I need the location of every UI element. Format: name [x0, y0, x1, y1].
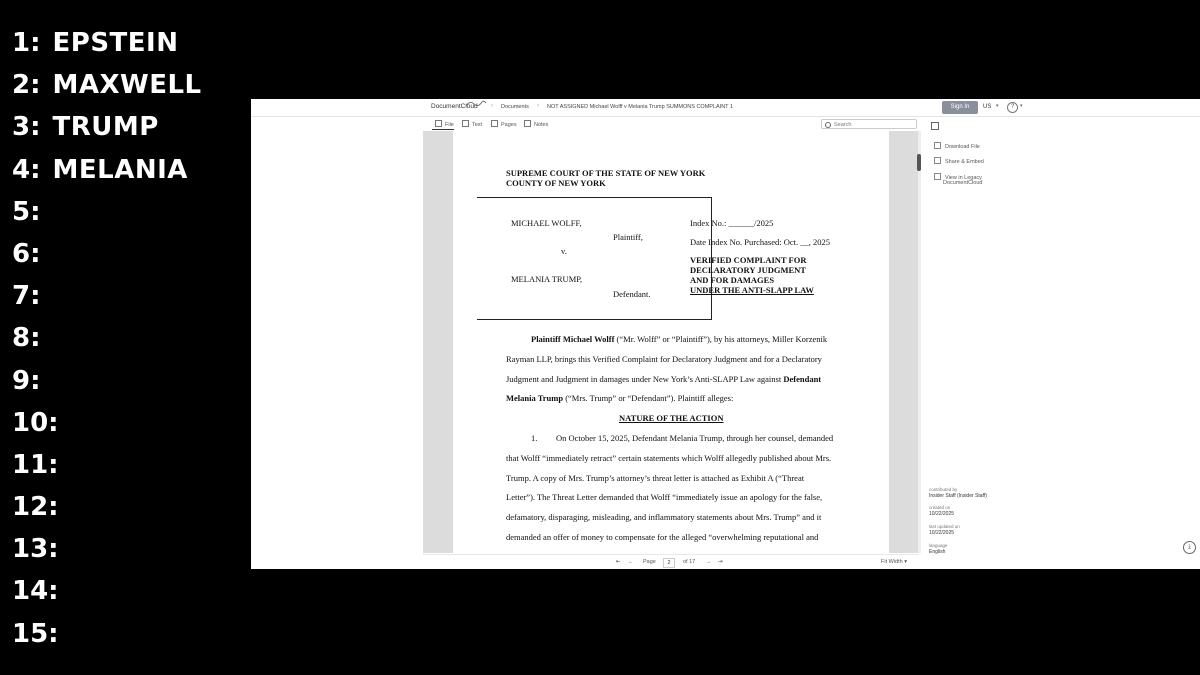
tab-text[interactable]	[462, 120, 482, 128]
file-icon	[435, 120, 442, 127]
list-number: 2:	[12, 70, 41, 101]
list-item	[12, 406, 202, 448]
complaint-heading-line1: VERIFIED COMPLAINT FOR	[690, 255, 807, 265]
documentcloud-logo[interactable]	[431, 103, 478, 110]
complaint-heading-line4: UNDER THE ANTI-SLAPP LAW	[690, 285, 814, 295]
list-number: 9:	[12, 365, 41, 396]
plaintiff-name: MICHAEL WOLFF,	[511, 218, 582, 228]
index-number: Index No.: ______/2025	[690, 218, 774, 228]
first-page-icon[interactable]: ⇤	[616, 559, 621, 565]
cloud-wave-icon	[465, 100, 487, 108]
search-input[interactable]	[821, 119, 917, 129]
text-icon	[462, 120, 469, 127]
chevron-down-icon[interactable]: ▾	[1020, 103, 1023, 109]
list-number: 13:	[12, 534, 59, 565]
para1-line4: Letter”). The Threat Letter demanded that Wolff “immediately issue an apology for the false,	[506, 492, 823, 502]
defendant-bold: Defendant	[783, 374, 822, 384]
zoom-value: Fit Width	[881, 559, 903, 565]
plaintiff-role: Plaintiff,	[613, 232, 643, 242]
top-bar	[251, 99, 1200, 117]
para1-line2: that Wolff “immediately retract” certain statements which Wolff allegedly published about Mrs.	[506, 453, 832, 463]
search-placeholder: Search	[834, 122, 852, 128]
name-list	[12, 26, 202, 659]
list-number: 15:	[12, 618, 59, 649]
download-file-button[interactable]	[934, 142, 980, 150]
notes-icon	[524, 120, 531, 127]
panel-toggle-icon[interactable]	[931, 122, 939, 130]
list-item	[12, 617, 202, 659]
list-item	[12, 68, 202, 110]
list-item	[12, 279, 202, 321]
complaint-heading-line2: DECLARATORY JUDGMENT	[690, 265, 806, 275]
search-icon	[825, 122, 831, 128]
section-heading: NATURE OF THE ACTION	[619, 413, 724, 423]
breadcrumb-separator-icon: ›	[491, 103, 493, 109]
list-number: 6:	[12, 238, 41, 269]
download-icon	[934, 142, 941, 149]
complaint-heading-line3: AND FOR DAMAGES	[690, 275, 775, 285]
court-name: SUPREME COURT OF THE STATE OF NEW YORK	[506, 168, 706, 178]
list-number: 3:	[12, 112, 41, 143]
zoom-select[interactable]	[881, 559, 907, 565]
intro-line1	[531, 334, 827, 344]
intro-line4	[506, 393, 733, 403]
list-name: MAXWELL	[52, 70, 202, 101]
list-number: 7:	[12, 281, 41, 312]
document-viewer[interactable]	[423, 131, 918, 553]
intro-line3-start: Judgment and Judgment in damages under New York’s Anti-SLAPP Law against	[506, 374, 784, 384]
updated-value: 10/22/2025	[929, 530, 955, 536]
para1-line3: Trump. A copy of Mrs. Trump’s attorney’s threat letter is attached as Exhibit A (“Threat	[506, 473, 805, 483]
list-item	[12, 532, 202, 574]
tab-pages[interactable]	[491, 120, 517, 128]
date-index-purchased: Date Index No. Purchased: Oct. __, 2025	[690, 237, 830, 247]
language-selector[interactable]: US	[983, 104, 992, 110]
created-value: 10/22/2025	[929, 511, 955, 517]
contributed-label: contributed by	[929, 487, 958, 492]
share-embed-button[interactable]	[934, 157, 984, 165]
prev-page-icon[interactable]: ←	[628, 559, 634, 565]
language-value: English	[929, 549, 946, 555]
list-number: 5:	[12, 196, 41, 227]
share-label: Share & Embed	[945, 159, 984, 165]
list-item	[12, 153, 202, 195]
last-page-icon[interactable]: ⇥	[718, 559, 723, 565]
list-name: EPSTEIN	[52, 28, 179, 58]
list-name: TRUMP	[52, 112, 159, 143]
list-item	[12, 574, 202, 616]
list-number: 12:	[12, 492, 59, 523]
list-name: MELANIA	[52, 154, 188, 185]
legacy-label-1: View in Legacy	[945, 175, 982, 181]
paragraph-number: 1.	[531, 433, 538, 443]
documentcloud-window	[251, 99, 1200, 569]
contributed-value: Insider Staff (Insider Staff)	[929, 493, 987, 499]
para1-line1: On October 15, 2025, Defendant Melania Trump, through her counsel, demanded	[556, 433, 834, 443]
plaintiff-bold: Plaintiff Michael Wolff	[531, 334, 615, 344]
list-item	[12, 110, 202, 152]
chevron-down-icon: ▾	[904, 559, 907, 565]
melania-bold: Melania Trump	[506, 393, 564, 403]
intro-line1-rest: (“Mr. Wolff” or “Plaintiff”), by his attorneys, Miller Korzenik	[614, 334, 828, 344]
page-total: of 17	[683, 559, 696, 565]
view-legacy-label-2[interactable]: DocumentCloud	[943, 180, 983, 186]
document-sidebar	[922, 117, 1200, 569]
chevron-down-icon[interactable]: ▾	[996, 103, 999, 109]
versus: v.	[561, 246, 567, 256]
logo-text: DocumentCloud	[431, 103, 478, 110]
tab-file-label: File	[445, 122, 454, 128]
list-number: 4:	[12, 154, 41, 185]
list-number: 11:	[12, 449, 59, 480]
para1-line5: defamatory, disparaging, misleading, and inflammatory statements about Mrs. Trump” and it	[506, 512, 822, 522]
language-label: language	[929, 543, 948, 548]
next-page-icon[interactable]: →	[706, 559, 712, 565]
list-item	[12, 490, 202, 532]
list-number: 1:	[12, 28, 41, 58]
breadcrumb-documents[interactable]: Documents	[501, 104, 529, 110]
defendant-role: Defendant.	[613, 289, 651, 299]
scrollbar-track[interactable]	[918, 131, 921, 553]
legacy-icon	[934, 173, 941, 180]
pdf-icon[interactable]: ⤓	[1183, 541, 1196, 554]
download-label: Download File	[945, 144, 980, 150]
tab-pages-label: Pages	[501, 122, 517, 128]
list-item	[12, 195, 202, 237]
defendant-name: MELANIA TRUMP,	[511, 274, 583, 284]
active-tab-indicator	[432, 129, 454, 130]
list-number: 14:	[12, 576, 59, 607]
page-number-input[interactable]: 2	[663, 558, 675, 568]
case-caption-box	[477, 197, 712, 320]
pages-icon	[491, 120, 498, 127]
page-navigation	[423, 554, 918, 569]
created-label: created on	[929, 505, 951, 510]
para1-line6: demanded an offer of money to compensate for the alleged “overwhelming reputational and	[506, 532, 819, 542]
tab-notes-label: Notes	[534, 122, 549, 128]
intro-line3	[506, 374, 821, 384]
updated-label: last updated on	[929, 524, 960, 529]
tab-file[interactable]	[435, 120, 454, 128]
list-item	[12, 237, 202, 279]
document-page	[453, 131, 889, 553]
share-icon	[934, 157, 941, 164]
intro-line2: Rayman LLP, brings this Verified Complaint for Declaratory Judgment and for a Declaratory	[506, 354, 822, 364]
scrollbar-thumb[interactable]	[917, 154, 921, 171]
tab-notes[interactable]	[524, 120, 548, 128]
county-name: COUNTY OF NEW YORK	[506, 178, 606, 188]
list-item	[12, 321, 202, 363]
list-item	[12, 26, 202, 68]
list-number: 10:	[12, 407, 59, 438]
tab-text-label: Text	[472, 122, 483, 128]
page-label: Page	[643, 559, 656, 565]
list-number: 8:	[12, 323, 41, 354]
breadcrumb-separator-icon: ›	[537, 103, 539, 109]
list-item	[12, 448, 202, 490]
sign-in-button[interactable]: Sign In	[942, 101, 978, 114]
help-icon[interactable]: ?	[1007, 102, 1018, 113]
list-item	[12, 364, 202, 406]
intro-line4-rest: (“Mrs. Trump” or “Defendant”). Plaintiff alleges:	[563, 393, 734, 403]
breadcrumb-document-title: NOT ASSIGNED Michael Wolff v Melania Trump SUMMONS COMPLAINT 1	[547, 104, 734, 110]
